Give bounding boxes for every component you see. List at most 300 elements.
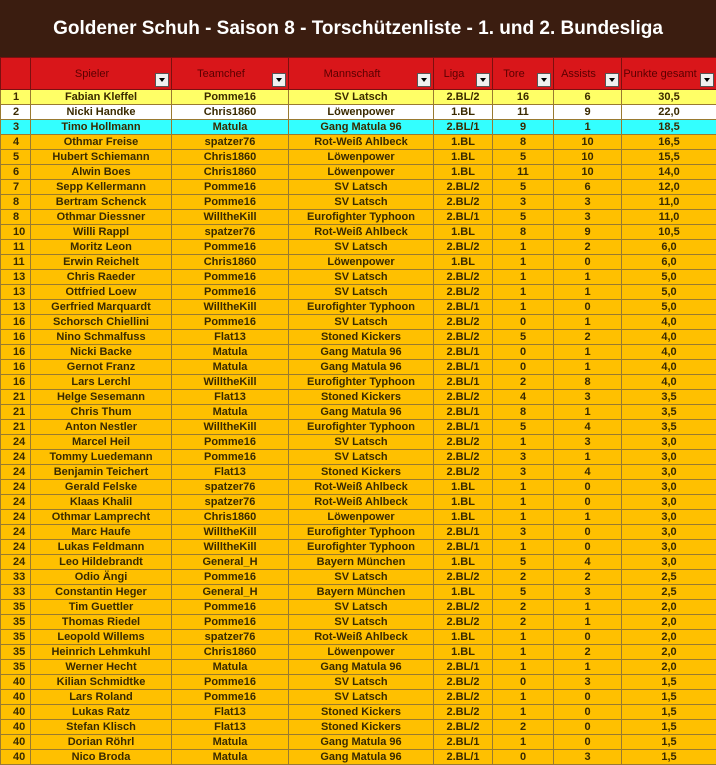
league-cell[interactable]: 2.BL/2: [434, 390, 493, 405]
assists-cell[interactable]: 0: [554, 480, 622, 495]
rank-cell[interactable]: 24: [1, 465, 31, 480]
team-cell[interactable]: Rot-Weiß Ahlbeck: [289, 135, 434, 150]
rank-cell[interactable]: 35: [1, 600, 31, 615]
rank-cell[interactable]: 35: [1, 615, 31, 630]
player-cell[interactable]: Lukas Feldmann: [31, 540, 172, 555]
league-cell[interactable]: 2.BL/2: [434, 465, 493, 480]
rank-cell[interactable]: 8: [1, 195, 31, 210]
team-cell[interactable]: Löwenpower: [289, 105, 434, 120]
teamchef-cell[interactable]: Pomme16: [172, 600, 289, 615]
goals-cell[interactable]: 0: [493, 750, 554, 765]
rank-cell[interactable]: 16: [1, 360, 31, 375]
goals-cell[interactable]: 11: [493, 105, 554, 120]
assists-cell[interactable]: 1: [554, 600, 622, 615]
assists-cell[interactable]: 8: [554, 375, 622, 390]
teamchef-cell[interactable]: WilltheKill: [172, 540, 289, 555]
goals-cell[interactable]: 0: [493, 675, 554, 690]
rank-cell[interactable]: 8: [1, 210, 31, 225]
points-cell[interactable]: 5,0: [622, 270, 716, 285]
teamchef-cell[interactable]: Matula: [172, 405, 289, 420]
team-cell[interactable]: Gang Matula 96: [289, 405, 434, 420]
player-cell[interactable]: Helge Sesemann: [31, 390, 172, 405]
rank-cell[interactable]: 35: [1, 660, 31, 675]
assists-cell[interactable]: 2: [554, 645, 622, 660]
player-cell[interactable]: Othmar Lamprecht: [31, 510, 172, 525]
teamchef-cell[interactable]: Flat13: [172, 465, 289, 480]
assists-cell[interactable]: 1: [554, 315, 622, 330]
player-cell[interactable]: Othmar Diessner: [31, 210, 172, 225]
player-cell[interactable]: Lars Roland: [31, 690, 172, 705]
player-cell[interactable]: Moritz Leon: [31, 240, 172, 255]
assists-cell[interactable]: 10: [554, 165, 622, 180]
assists-cell[interactable]: 1: [554, 510, 622, 525]
teamchef-cell[interactable]: Matula: [172, 360, 289, 375]
teamchef-cell[interactable]: spatzer76: [172, 495, 289, 510]
rank-cell[interactable]: 33: [1, 585, 31, 600]
league-cell[interactable]: 1.BL: [434, 510, 493, 525]
teamchef-cell[interactable]: Flat13: [172, 390, 289, 405]
teamchef-cell[interactable]: spatzer76: [172, 630, 289, 645]
goals-cell[interactable]: 1: [493, 285, 554, 300]
player-cell[interactable]: Thomas Riedel: [31, 615, 172, 630]
filter-dropdown-icon[interactable]: [155, 73, 169, 87]
points-cell[interactable]: 3,0: [622, 480, 716, 495]
points-cell[interactable]: 3,5: [622, 420, 716, 435]
league-cell[interactable]: 2.BL/1: [434, 300, 493, 315]
rank-cell[interactable]: 24: [1, 525, 31, 540]
player-cell[interactable]: Erwin Reichelt: [31, 255, 172, 270]
rank-cell[interactable]: 40: [1, 705, 31, 720]
league-cell[interactable]: 2.BL/1: [434, 360, 493, 375]
goals-cell[interactable]: 1: [493, 270, 554, 285]
rank-cell[interactable]: 13: [1, 300, 31, 315]
points-cell[interactable]: 2,0: [622, 600, 716, 615]
teamchef-cell[interactable]: General_H: [172, 585, 289, 600]
player-cell[interactable]: Tommy Luedemann: [31, 450, 172, 465]
league-cell[interactable]: 2.BL/2: [434, 705, 493, 720]
team-cell[interactable]: Stoned Kickers: [289, 330, 434, 345]
teamchef-cell[interactable]: Matula: [172, 735, 289, 750]
teamchef-cell[interactable]: WilltheKill: [172, 525, 289, 540]
player-cell[interactable]: Fabian Kleffel: [31, 90, 172, 105]
rank-cell[interactable]: 24: [1, 450, 31, 465]
rank-cell[interactable]: 24: [1, 435, 31, 450]
player-cell[interactable]: Anton Nestler: [31, 420, 172, 435]
filter-dropdown-icon[interactable]: [476, 73, 490, 87]
assists-cell[interactable]: 9: [554, 225, 622, 240]
points-cell[interactable]: 3,0: [622, 540, 716, 555]
teamchef-cell[interactable]: Pomme16: [172, 270, 289, 285]
team-cell[interactable]: SV Latsch: [289, 675, 434, 690]
goals-cell[interactable]: 8: [493, 405, 554, 420]
teamchef-cell[interactable]: Pomme16: [172, 690, 289, 705]
points-cell[interactable]: 1,5: [622, 705, 716, 720]
goals-cell[interactable]: 1: [493, 630, 554, 645]
assists-cell[interactable]: 9: [554, 105, 622, 120]
points-cell[interactable]: 3,0: [622, 450, 716, 465]
player-cell[interactable]: Nicki Backe: [31, 345, 172, 360]
player-cell[interactable]: Nino Schmalfuss: [31, 330, 172, 345]
assists-cell[interactable]: 1: [554, 660, 622, 675]
rank-cell[interactable]: 4: [1, 135, 31, 150]
goals-cell[interactable]: 5: [493, 210, 554, 225]
teamchef-cell[interactable]: Matula: [172, 750, 289, 765]
assists-cell[interactable]: 0: [554, 495, 622, 510]
rank-cell[interactable]: 33: [1, 570, 31, 585]
team-cell[interactable]: SV Latsch: [289, 600, 434, 615]
teamchef-cell[interactable]: Pomme16: [172, 180, 289, 195]
assists-cell[interactable]: 10: [554, 135, 622, 150]
assists-cell[interactable]: 0: [554, 720, 622, 735]
player-cell[interactable]: Timo Hollmann: [31, 120, 172, 135]
team-cell[interactable]: SV Latsch: [289, 435, 434, 450]
filter-dropdown-icon[interactable]: [272, 73, 286, 87]
team-cell[interactable]: Stoned Kickers: [289, 465, 434, 480]
goals-cell[interactable]: 4: [493, 390, 554, 405]
goals-cell[interactable]: 1: [493, 510, 554, 525]
assists-cell[interactable]: 0: [554, 540, 622, 555]
team-cell[interactable]: SV Latsch: [289, 270, 434, 285]
team-cell[interactable]: Eurofighter Typhoon: [289, 375, 434, 390]
teamchef-cell[interactable]: Pomme16: [172, 240, 289, 255]
goals-cell[interactable]: 2: [493, 600, 554, 615]
team-cell[interactable]: Löwenpower: [289, 165, 434, 180]
rank-cell[interactable]: 40: [1, 735, 31, 750]
points-cell[interactable]: 3,0: [622, 435, 716, 450]
filter-dropdown-icon[interactable]: [700, 73, 714, 87]
player-cell[interactable]: Stefan Klisch: [31, 720, 172, 735]
goals-cell[interactable]: 5: [493, 330, 554, 345]
league-cell[interactable]: 1.BL: [434, 150, 493, 165]
player-cell[interactable]: Tim Guettler: [31, 600, 172, 615]
team-cell[interactable]: Gang Matula 96: [289, 345, 434, 360]
rank-cell[interactable]: 35: [1, 630, 31, 645]
rank-cell[interactable]: 16: [1, 345, 31, 360]
league-cell[interactable]: 2.BL/2: [434, 615, 493, 630]
teamchef-cell[interactable]: Chris1860: [172, 510, 289, 525]
team-cell[interactable]: Rot-Weiß Ahlbeck: [289, 480, 434, 495]
points-cell[interactable]: 3,0: [622, 555, 716, 570]
team-cell[interactable]: Bayern München: [289, 585, 434, 600]
points-cell[interactable]: 11,0: [622, 195, 716, 210]
player-cell[interactable]: Chris Thum: [31, 405, 172, 420]
assists-cell[interactable]: 4: [554, 555, 622, 570]
player-cell[interactable]: Klaas Khalil: [31, 495, 172, 510]
player-cell[interactable]: Schorsch Chiellini: [31, 315, 172, 330]
team-cell[interactable]: SV Latsch: [289, 240, 434, 255]
teamchef-cell[interactable]: Pomme16: [172, 570, 289, 585]
league-cell[interactable]: 1.BL: [434, 225, 493, 240]
league-cell[interactable]: 2.BL/1: [434, 750, 493, 765]
filter-dropdown-icon[interactable]: [417, 73, 431, 87]
rank-cell[interactable]: 24: [1, 555, 31, 570]
goals-cell[interactable]: 1: [493, 240, 554, 255]
league-cell[interactable]: 2.BL/2: [434, 720, 493, 735]
rank-cell[interactable]: 7: [1, 180, 31, 195]
player-cell[interactable]: Gernot Franz: [31, 360, 172, 375]
player-cell[interactable]: Marc Haufe: [31, 525, 172, 540]
teamchef-cell[interactable]: WilltheKill: [172, 300, 289, 315]
points-cell[interactable]: 10,5: [622, 225, 716, 240]
teamchef-cell[interactable]: Chris1860: [172, 255, 289, 270]
assists-cell[interactable]: 2: [554, 330, 622, 345]
team-cell[interactable]: Gang Matula 96: [289, 750, 434, 765]
team-cell[interactable]: Eurofighter Typhoon: [289, 540, 434, 555]
player-cell[interactable]: Leo Hildebrandt: [31, 555, 172, 570]
points-cell[interactable]: 2,5: [622, 570, 716, 585]
assists-cell[interactable]: 1: [554, 285, 622, 300]
teamchef-cell[interactable]: Chris1860: [172, 150, 289, 165]
assists-cell[interactable]: 4: [554, 465, 622, 480]
points-cell[interactable]: 4,0: [622, 315, 716, 330]
team-cell[interactable]: Rot-Weiß Ahlbeck: [289, 630, 434, 645]
points-cell[interactable]: 30,5: [622, 90, 716, 105]
assists-cell[interactable]: 0: [554, 690, 622, 705]
goals-cell[interactable]: 16: [493, 90, 554, 105]
team-cell[interactable]: Gang Matula 96: [289, 660, 434, 675]
points-cell[interactable]: 5,0: [622, 285, 716, 300]
points-cell[interactable]: 1,5: [622, 720, 716, 735]
league-cell[interactable]: 2.BL/2: [434, 600, 493, 615]
league-cell[interactable]: 2.BL/2: [434, 435, 493, 450]
goals-cell[interactable]: 0: [493, 315, 554, 330]
goals-cell[interactable]: 2: [493, 375, 554, 390]
team-cell[interactable]: SV Latsch: [289, 315, 434, 330]
team-cell[interactable]: SV Latsch: [289, 90, 434, 105]
points-cell[interactable]: 11,0: [622, 210, 716, 225]
points-cell[interactable]: 2,0: [622, 645, 716, 660]
assists-cell[interactable]: 1: [554, 360, 622, 375]
player-cell[interactable]: Gerald Felske: [31, 480, 172, 495]
goals-cell[interactable]: 8: [493, 135, 554, 150]
league-cell[interactable]: 1.BL: [434, 480, 493, 495]
points-cell[interactable]: 2,0: [622, 630, 716, 645]
rank-cell[interactable]: 13: [1, 285, 31, 300]
points-cell[interactable]: 16,5: [622, 135, 716, 150]
points-cell[interactable]: 1,5: [622, 750, 716, 765]
team-cell[interactable]: Eurofighter Typhoon: [289, 420, 434, 435]
team-cell[interactable]: Stoned Kickers: [289, 720, 434, 735]
points-cell[interactable]: 3,0: [622, 495, 716, 510]
points-cell[interactable]: 6,0: [622, 240, 716, 255]
rank-cell[interactable]: 16: [1, 330, 31, 345]
assists-cell[interactable]: 0: [554, 630, 622, 645]
rank-cell[interactable]: 40: [1, 690, 31, 705]
goals-cell[interactable]: 11: [493, 165, 554, 180]
player-cell[interactable]: Hubert Schiemann: [31, 150, 172, 165]
filter-dropdown-icon[interactable]: [605, 73, 619, 87]
teamchef-cell[interactable]: Chris1860: [172, 105, 289, 120]
goals-cell[interactable]: 1: [493, 495, 554, 510]
goals-cell[interactable]: 5: [493, 555, 554, 570]
teamchef-cell[interactable]: Pomme16: [172, 195, 289, 210]
league-cell[interactable]: 2.BL/1: [434, 405, 493, 420]
player-cell[interactable]: Sepp Kellermann: [31, 180, 172, 195]
goals-cell[interactable]: 2: [493, 570, 554, 585]
team-cell[interactable]: Stoned Kickers: [289, 705, 434, 720]
teamchef-cell[interactable]: Pomme16: [172, 615, 289, 630]
assists-cell[interactable]: 10: [554, 150, 622, 165]
teamchef-cell[interactable]: Pomme16: [172, 435, 289, 450]
league-cell[interactable]: 2.BL/2: [434, 690, 493, 705]
teamchef-cell[interactable]: WilltheKill: [172, 375, 289, 390]
player-cell[interactable]: Ottfried Loew: [31, 285, 172, 300]
points-cell[interactable]: 3,0: [622, 525, 716, 540]
team-cell[interactable]: SV Latsch: [289, 615, 434, 630]
rank-cell[interactable]: 40: [1, 720, 31, 735]
league-cell[interactable]: 1.BL: [434, 495, 493, 510]
league-cell[interactable]: 2.BL/2: [434, 90, 493, 105]
teamchef-cell[interactable]: General_H: [172, 555, 289, 570]
rank-cell[interactable]: 5: [1, 150, 31, 165]
player-cell[interactable]: Leopold Willems: [31, 630, 172, 645]
teamchef-cell[interactable]: Pomme16: [172, 285, 289, 300]
assists-cell[interactable]: 6: [554, 180, 622, 195]
filter-dropdown-icon[interactable]: [537, 73, 551, 87]
rank-cell[interactable]: 16: [1, 315, 31, 330]
assists-cell[interactable]: 1: [554, 120, 622, 135]
points-cell[interactable]: 4,0: [622, 345, 716, 360]
teamchef-cell[interactable]: Pomme16: [172, 315, 289, 330]
teamchef-cell[interactable]: Flat13: [172, 330, 289, 345]
team-cell[interactable]: SV Latsch: [289, 450, 434, 465]
team-cell[interactable]: Bayern München: [289, 555, 434, 570]
player-cell[interactable]: Dorian Röhrl: [31, 735, 172, 750]
goals-cell[interactable]: 0: [493, 360, 554, 375]
league-cell[interactable]: 1.BL: [434, 165, 493, 180]
team-cell[interactable]: Stoned Kickers: [289, 390, 434, 405]
league-cell[interactable]: 1.BL: [434, 255, 493, 270]
goals-cell[interactable]: 1: [493, 300, 554, 315]
teamchef-cell[interactable]: Matula: [172, 660, 289, 675]
rank-cell[interactable]: 21: [1, 390, 31, 405]
rank-cell[interactable]: 24: [1, 480, 31, 495]
player-cell[interactable]: Willi Rappl: [31, 225, 172, 240]
assists-cell[interactable]: 1: [554, 405, 622, 420]
league-cell[interactable]: 2.BL/2: [434, 315, 493, 330]
points-cell[interactable]: 22,0: [622, 105, 716, 120]
rank-cell[interactable]: 11: [1, 255, 31, 270]
rank-cell[interactable]: 40: [1, 675, 31, 690]
assists-cell[interactable]: 3: [554, 195, 622, 210]
league-cell[interactable]: 2.BL/1: [434, 735, 493, 750]
team-cell[interactable]: Eurofighter Typhoon: [289, 525, 434, 540]
league-cell[interactable]: 2.BL/2: [434, 195, 493, 210]
assists-cell[interactable]: 3: [554, 210, 622, 225]
rank-cell[interactable]: 40: [1, 750, 31, 765]
teamchef-cell[interactable]: spatzer76: [172, 135, 289, 150]
points-cell[interactable]: 3,0: [622, 510, 716, 525]
teamchef-cell[interactable]: WilltheKill: [172, 210, 289, 225]
rank-cell[interactable]: 11: [1, 240, 31, 255]
goals-cell[interactable]: 5: [493, 420, 554, 435]
league-cell[interactable]: 2.BL/1: [434, 375, 493, 390]
team-cell[interactable]: Rot-Weiß Ahlbeck: [289, 495, 434, 510]
league-cell[interactable]: 2.BL/1: [434, 120, 493, 135]
player-cell[interactable]: Constantin Heger: [31, 585, 172, 600]
assists-cell[interactable]: 0: [554, 735, 622, 750]
team-cell[interactable]: Gang Matula 96: [289, 735, 434, 750]
team-cell[interactable]: Eurofighter Typhoon: [289, 210, 434, 225]
goals-cell[interactable]: 1: [493, 735, 554, 750]
points-cell[interactable]: 5,0: [622, 300, 716, 315]
points-cell[interactable]: 3,5: [622, 390, 716, 405]
points-cell[interactable]: 3,5: [622, 405, 716, 420]
team-cell[interactable]: Löwenpower: [289, 255, 434, 270]
assists-cell[interactable]: 3: [554, 750, 622, 765]
goals-cell[interactable]: 1: [493, 435, 554, 450]
rank-cell[interactable]: 6: [1, 165, 31, 180]
assists-cell[interactable]: 2: [554, 240, 622, 255]
rank-cell[interactable]: 21: [1, 420, 31, 435]
rank-cell[interactable]: 2: [1, 105, 31, 120]
teamchef-cell[interactable]: spatzer76: [172, 225, 289, 240]
teamchef-cell[interactable]: WilltheKill: [172, 420, 289, 435]
league-cell[interactable]: 1.BL: [434, 630, 493, 645]
rank-cell[interactable]: 16: [1, 375, 31, 390]
points-cell[interactable]: 1,5: [622, 690, 716, 705]
league-cell[interactable]: 1.BL: [434, 135, 493, 150]
points-cell[interactable]: 2,5: [622, 585, 716, 600]
goals-cell[interactable]: 2: [493, 720, 554, 735]
assists-cell[interactable]: 6: [554, 90, 622, 105]
points-cell[interactable]: 2,0: [622, 615, 716, 630]
player-cell[interactable]: Bertram Schenck: [31, 195, 172, 210]
league-cell[interactable]: 2.BL/2: [434, 675, 493, 690]
player-cell[interactable]: Gerfried Marquardt: [31, 300, 172, 315]
assists-cell[interactable]: 3: [554, 585, 622, 600]
league-cell[interactable]: 2.BL/2: [434, 240, 493, 255]
player-cell[interactable]: Kilian Schmidtke: [31, 675, 172, 690]
rank-cell[interactable]: 24: [1, 510, 31, 525]
points-cell[interactable]: 3,0: [622, 465, 716, 480]
player-cell[interactable]: Nico Broda: [31, 750, 172, 765]
teamchef-cell[interactable]: Chris1860: [172, 165, 289, 180]
assists-cell[interactable]: 0: [554, 300, 622, 315]
league-cell[interactable]: 2.BL/2: [434, 450, 493, 465]
team-cell[interactable]: SV Latsch: [289, 570, 434, 585]
points-cell[interactable]: 18,5: [622, 120, 716, 135]
team-cell[interactable]: SV Latsch: [289, 285, 434, 300]
goals-cell[interactable]: 5: [493, 180, 554, 195]
assists-cell[interactable]: 1: [554, 450, 622, 465]
assists-cell[interactable]: 2: [554, 570, 622, 585]
goals-cell[interactable]: 3: [493, 195, 554, 210]
teamchef-cell[interactable]: Chris1860: [172, 645, 289, 660]
assists-cell[interactable]: 0: [554, 255, 622, 270]
team-cell[interactable]: SV Latsch: [289, 180, 434, 195]
assists-cell[interactable]: 0: [554, 705, 622, 720]
player-cell[interactable]: Alwin Boes: [31, 165, 172, 180]
league-cell[interactable]: 2.BL/1: [434, 525, 493, 540]
goals-cell[interactable]: 1: [493, 690, 554, 705]
points-cell[interactable]: 4,0: [622, 360, 716, 375]
teamchef-cell[interactable]: Pomme16: [172, 675, 289, 690]
goals-cell[interactable]: 3: [493, 450, 554, 465]
team-cell[interactable]: Eurofighter Typhoon: [289, 300, 434, 315]
goals-cell[interactable]: 9: [493, 120, 554, 135]
rank-cell[interactable]: 3: [1, 120, 31, 135]
rank-cell[interactable]: 13: [1, 270, 31, 285]
assists-cell[interactable]: 3: [554, 675, 622, 690]
league-cell[interactable]: 2.BL/1: [434, 345, 493, 360]
teamchef-cell[interactable]: Pomme16: [172, 90, 289, 105]
league-cell[interactable]: 2.BL/1: [434, 210, 493, 225]
player-cell[interactable]: Othmar Freise: [31, 135, 172, 150]
assists-cell[interactable]: 3: [554, 390, 622, 405]
team-cell[interactable]: Löwenpower: [289, 510, 434, 525]
points-cell[interactable]: 6,0: [622, 255, 716, 270]
